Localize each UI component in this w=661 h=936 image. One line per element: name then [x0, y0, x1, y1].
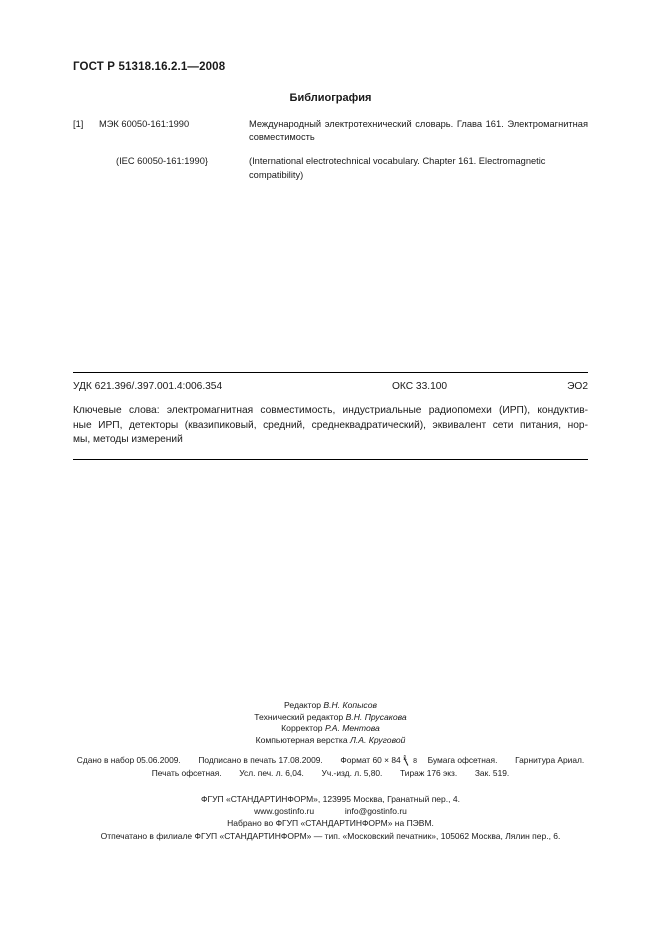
- imprint-printing-house: Отпечатано в филиале ФГУП «СТАНДАРТИНФОРМ» — тип. «Московский печатник», 105062 Москва, Лялин пер., 6.: [100, 830, 561, 841]
- credit-layout-name: Л.А. Круговой: [350, 734, 406, 745]
- editorial-credits-block: [0, 700, 661, 746]
- print-info-line-2: [0, 767, 661, 780]
- print-format-fraction: [403, 755, 416, 764]
- print-order-number: Зак. 519.: [474, 768, 510, 779]
- divider-below-keywords: [73, 459, 588, 460]
- credit-corrector-role: Корректор: [281, 723, 323, 734]
- print-run-info-block: [0, 754, 661, 781]
- keywords-block: [73, 404, 588, 448]
- bibliography-entry-code-ru: МЭК 60050-161:1990: [99, 119, 190, 129]
- credit-technical-editor-role: Технический редактор: [254, 711, 344, 722]
- oks-code: ОКС 33.100: [392, 381, 448, 392]
- print-format-label: Формат 60 × 84: [340, 755, 401, 765]
- credit-editor: [0, 700, 661, 712]
- credit-editor-role: Редактор: [284, 700, 322, 710]
- keywords-line-1: Ключевые слова: электромагнитная совместимость, индустриальные радиопомехи (ИРП), кондуктив-: [73, 405, 588, 416]
- category-code: ЭО2: [567, 381, 588, 392]
- print-circulation: Тираж 176 экз.: [400, 768, 458, 779]
- imprint-publisher-address: ФГУП «СТАНДАРТИНФОРМ», 123995 Москва, Гранатный пер., 4.: [201, 794, 460, 804]
- bibliography-section-title: Библиография: [289, 92, 372, 104]
- print-format-denominator: 8: [413, 757, 417, 765]
- bibliography-entry-english: [73, 155, 588, 181]
- document-header-standard-id: ГОСТ Р 51318.16.2.1—2008: [73, 61, 226, 73]
- print-info-line-1: [0, 754, 661, 767]
- imprint-website[interactable]: www.gostinfo.ru: [254, 806, 315, 817]
- divider-above-classification: [73, 372, 588, 373]
- keywords-line-3: мы, методы измерений: [73, 434, 183, 446]
- classification-codes-row: [73, 381, 588, 395]
- bibliography-entry-text-en-wrapper: [249, 155, 588, 181]
- print-format-numerator: 1: [402, 755, 407, 762]
- imprint-typeset-note: Набрано во ФГУП «СТАНДАРТИНФОРМ» на ПЭВМ.: [227, 818, 434, 829]
- imprint-email[interactable]: info@gostinfo.ru: [344, 806, 407, 817]
- bibliography-entry: [73, 118, 588, 144]
- print-date-signed: Подписано в печать 17.08.2009.: [198, 755, 323, 765]
- credit-technical-editor-name: В.Н. Прусакова: [345, 711, 407, 722]
- publisher-imprint-block: [0, 793, 661, 842]
- credit-layout: [0, 735, 661, 747]
- credit-technical-editor: [0, 712, 661, 724]
- bibliography-entry-text-en: (International electrotechnical vocabulary. Chapter 161. Electromagnetic compatibility): [249, 156, 546, 180]
- print-paper: Бумага офсетная.: [427, 755, 498, 765]
- credit-editor-name: В.Н. Копысов: [323, 700, 377, 710]
- bibliography-entry-text-ru-line-1: Международный электротехнический словарь. Глава 161. Электромагнитная: [249, 119, 588, 129]
- credit-corrector: [0, 723, 661, 735]
- keywords-line-2: ные ИРП, детекторы (квазипиковый, средний, среднеквадратический), эквивалент сети питания, нор-: [73, 419, 588, 431]
- credit-layout-role: Компьютерная верстка: [255, 734, 348, 745]
- print-typeface: Гарнитура Ариал.: [515, 755, 585, 765]
- print-publisher-sheets: Уч.-изд. л. 5,80.: [321, 768, 383, 779]
- bibliography-entry-text-ru-line-2: совместимость: [249, 132, 315, 143]
- bibliography-entry-text-ru: [249, 118, 588, 144]
- print-date-submitted: Сдано в набор 05.06.2009.: [76, 755, 181, 765]
- print-method: Печать офсетная.: [151, 768, 222, 779]
- bibliography-list: [73, 118, 588, 182]
- bibliography-entry-code-en: (IEC 60050-161:1990}: [116, 156, 209, 167]
- udk-code: УДК 621.396/.397.001.4:006.354: [73, 381, 223, 392]
- credit-corrector-name: Р.А. Ментова: [324, 723, 380, 734]
- imprint-contacts: [0, 805, 661, 817]
- print-conventional-sheets: Усл. печ. л. 6,04.: [239, 768, 304, 779]
- bibliography-entry-number: [1]: [73, 119, 84, 129]
